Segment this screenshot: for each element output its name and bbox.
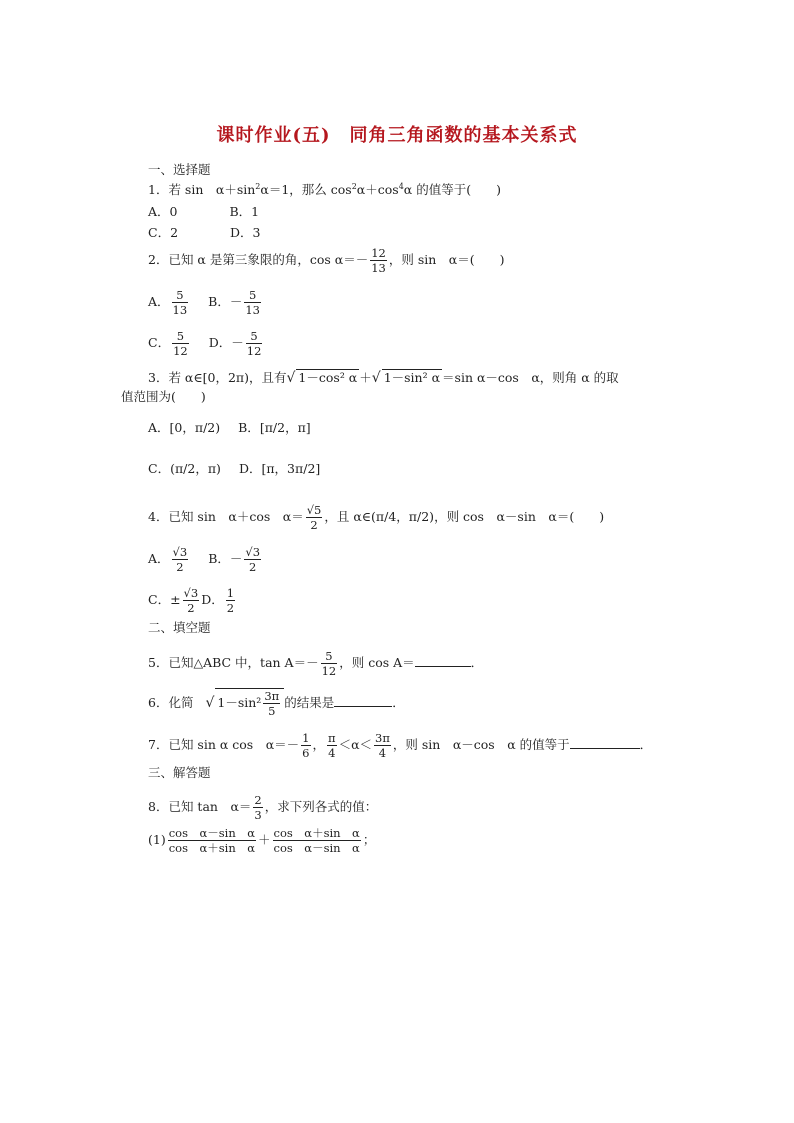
question-1-options-ab — [148, 204, 259, 219]
question-1: 1．若 sin $\alpha+\sin^2\alpha=1$，那么 $\cos^2\alpha+\cos^4\alpha$ 的值等于( ) — [148, 182, 501, 198]
question-3-options-cd: C．(π/2，π) D．[π，3π/2] — [148, 461, 321, 476]
fraction: $\frac{1}{2}$ — [226, 586, 235, 615]
option-b: B．1 — [229, 204, 260, 219]
fraction: $\frac{√3}{2}$ — [183, 586, 199, 615]
fraction: $\frac{5}{12}$ — [173, 329, 188, 358]
fraction: $\frac{3\pi}{4}$ — [375, 731, 390, 760]
option-a: A．0 — [148, 204, 178, 219]
radical-sign: √ — [371, 370, 381, 386]
fraction: $\frac{√5}{2}$ — [306, 503, 322, 532]
question-8-part-1: (1) $\frac{\text{cos α－sin α}}{\text{cos α＋sin α}}$ ＋ $\frac{\text{cos α＋sin α}}{\text{cos α－sin α}}$ ； — [148, 826, 376, 855]
fraction: $\frac{2}{3}$ — [254, 793, 262, 822]
option-d: D．3 — [230, 225, 261, 240]
answer-blank — [334, 696, 392, 707]
question-8: 8．已知 tan α＝ $\frac{2}{3}$ ，求下列各式的值： — [148, 793, 378, 822]
question-3: 3．若 α∈[0，2π)，且有√ 1－cos² α ＋√ 1－sin² α ＝sin α－cos α，则角 α 的取 — [148, 370, 619, 386]
question-4-options-cd: C．± $\frac{√3}{2}$ D． $\frac{1}{2}$ — [148, 586, 235, 615]
section-heading-solve: 三、解答题 — [148, 765, 211, 780]
section-heading-fill: 二、填空题 — [148, 620, 211, 635]
fraction: $\frac{12}{13}$ — [371, 246, 386, 275]
fraction: $\frac{5}{12}$ — [246, 329, 262, 358]
question-6: 6．化简 √ 1－sin² $\frac{3\pi}{5}$ 的结果是 ． — [148, 689, 405, 718]
fraction: $\frac{1}{6}$ — [302, 731, 310, 760]
fraction: $\frac{\text{cos α＋sin α}}{\text{cos α－sin α}}$ — [273, 826, 360, 855]
question-2-options-ab: A． $\frac{5}{13}$ B．－ $\frac{5}{13}$ — [148, 288, 260, 317]
page-title: 课时作业(五) 同角三角函数的基本关系式 — [216, 125, 578, 146]
interval-d: [π，3π/2] — [261, 461, 321, 476]
fraction: $\frac{3\pi}{5}$ — [264, 689, 280, 718]
interval: (π/4，π/2) — [371, 509, 435, 524]
question-3-cont: 值范围为( ) — [121, 389, 206, 404]
interval-a: [0，π/2) — [169, 420, 221, 435]
question-7: 7．已知 sin α cos α＝－ $\frac{1}{6}$ ， $\frac{\pi}{4}$ ＜α＜ $\frac{3\pi}{4}$ ，则 sin α－cos α 的值等于 ． — [148, 731, 653, 760]
section-heading-choice: 一、选择题 — [148, 162, 211, 177]
fraction: $\frac{5}{13}$ — [172, 288, 188, 317]
question-2: 2．已知 α 是第三象限的角，cos α＝－ $\frac{12}{13}$ ，则 sin α＝( ) — [148, 246, 505, 275]
fraction: $\frac{\text{cos α－sin α}}{\text{cos α＋sin α}}$ — [168, 826, 256, 855]
interval-b: [π/2，π] — [259, 420, 311, 435]
question-4: 4．已知 sin α＋cos α＝ $\frac{√5}{2}$ ，且 α∈(π/4，π/2)，则 cos α－sin α＝( ) — [148, 503, 605, 532]
question-3-options-ab: A．[0，π/2) B．[π/2，π] — [148, 420, 311, 435]
fraction: $\frac{√3}{2}$ — [172, 545, 188, 574]
fraction: $\frac{5}{13}$ — [245, 288, 260, 317]
answer-blank — [570, 738, 640, 749]
radical-sign: √ — [286, 370, 296, 386]
fraction: $\frac{\pi}{4}$ — [328, 731, 336, 760]
fraction: $\frac{5}{12}$ — [321, 649, 337, 678]
question-4-options-ab: A． $\frac{√3}{2}$ B．－ $\frac{√3}{2}$ — [148, 545, 261, 574]
answer-blank — [415, 656, 471, 667]
question-2-options-cd: C． $\frac{5}{12}$ D．－ $\frac{5}{12}$ — [148, 329, 262, 358]
question-5: 5．已知△ABC 中，tan A＝－ $\frac{5}{12}$ ，则 cos A＝ ． — [148, 649, 484, 678]
fraction: $\frac{√3}{2}$ — [245, 545, 261, 574]
radical-sign: √ — [205, 695, 215, 711]
interval-c: (π/2，π) — [170, 461, 221, 476]
question-1-options-cd — [148, 225, 261, 240]
option-c: C．2 — [148, 225, 179, 240]
